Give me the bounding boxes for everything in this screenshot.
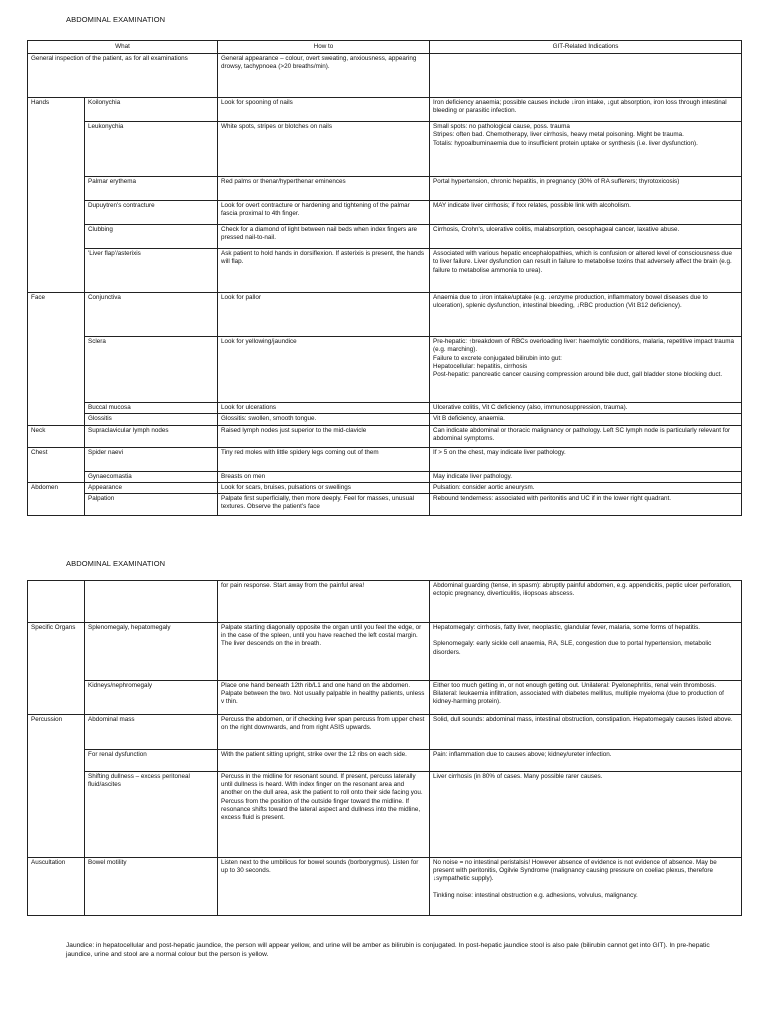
table-row — [28, 293, 742, 337]
git-cell: Small spots: no pathological cause, poss. trauma Stripes: often bad. Chemotherapy, liver cirrhosis, heavy metal poisoning. Might be trauma. Totalis: hypoalbuminaemia due to insufficient protein uptake or synthesis (i.e. liver dysfunction). — [430, 122, 742, 177]
how-cell: Red palms or thenar/hyperthenar eminences — [218, 177, 430, 201]
header-how-to: How to — [218, 41, 430, 54]
table-row — [28, 177, 742, 201]
table-row — [28, 201, 742, 225]
sign-cell: Palpation — [85, 493, 218, 515]
table-row — [28, 425, 742, 447]
git-cell: If > 5 on the chest, may indicate liver pathology. — [430, 447, 742, 471]
what-cell: General inspection of the patient, as for all examinations — [28, 54, 218, 98]
sign-cell: Koilonychia — [85, 98, 218, 122]
how-cell: White spots, stripes or blotches on nails — [218, 122, 430, 177]
group-cell-percussion: Percussion — [28, 715, 85, 858]
how-cell: Look for ulcerations — [218, 403, 430, 414]
how-cell: Percuss the abdomen, or if checking liver span percuss from upper chest on the right downwards, and from right ASIS upwards. — [218, 715, 430, 750]
group-cell-auscultation: Auscultation — [28, 858, 85, 916]
sign-cell: Supraclavicular lymph nodes — [85, 425, 218, 447]
how-cell: Check for a diamond of light between nail beds when index fingers are pressed nail-to-nail. — [218, 225, 430, 249]
group-cell-hands: Hands — [28, 98, 85, 293]
sign-cell: Leukonychia — [85, 122, 218, 177]
git-cell: Vit B deficiency, anaemia. — [430, 414, 742, 425]
how-cell: With the patient sitting upright, strike over the 12 ribs on each side. — [218, 750, 430, 772]
table-row — [28, 414, 742, 425]
table-row — [28, 225, 742, 249]
table-row — [28, 249, 742, 293]
table-row — [28, 403, 742, 414]
table-row — [28, 122, 742, 177]
table-row — [28, 493, 742, 515]
page-title: ABDOMINAL EXAMINATION — [66, 559, 166, 568]
table-row — [28, 337, 742, 403]
sign-cell: Appearance — [85, 482, 218, 493]
sign-cell: Splenomegaly, hepatomegaly — [85, 623, 218, 681]
how-cell: Look for yellowing/jaundice — [218, 337, 430, 403]
sign-cell: Shifting dullness – excess peritoneal fluid/ascites — [85, 772, 218, 858]
how-cell: Look for scars, bruises, pulsations or swellings — [218, 482, 430, 493]
git-cell: Pre-hepatic: ↑breakdown of RBCs overloading liver: haemolytic conditions, malaria, repetitive impact trauma (e.g. marching). Failure to excrete conjugated bilirubin into gut: Hepatocellular: hepatitis, cirrhosis Post-hepatic: pancreatic cancer causing compression around bile duct, gall bladder stone blocking duct. — [430, 337, 742, 403]
git-cell: MAY indicate liver cirrhosis; if hxx relates, possible link with alcoholism. — [430, 201, 742, 225]
sign-cell: Clubbing — [85, 225, 218, 249]
git-cell: Hepatomegaly: cirrhosis, fatty liver, neoplastic, glandular fever, malaria, some forms of hepatitis. Splenomegaly: early sickle cell anaemia, RA, SLE, congestion due to portal hypertension, metabolic disorders. — [430, 623, 742, 681]
how-cell: Palpate starting diagonally opposite the organ until you feel the edge, or in the case of the spleen, until you have reached the left costal margin. The liver descends on the in breath. — [218, 623, 430, 681]
git-cell: Solid, dull sounds: abdominal mass, intestinal obstruction, constipation. Hepatomegaly causes listed above. — [430, 715, 742, 750]
table-row — [28, 471, 742, 482]
examination-table-page-1 — [27, 40, 742, 516]
git-cell: Associated with various hepatic encephalopathies, which is confusion or altered level of consciousness due to liver failure. Liver dysfunction can result in failure to metabolise toxins that adversely affect the brain (e.g. failure to metabolise ammonia to urea). — [430, 249, 742, 293]
git-cell: Abdominal guarding (tense, in spasm): abruptly painful abdomen, e.g. appendicitis, peptic ulcer perforation, ectopic pregnancy, diverticulitis, iliopsoas abscess. — [430, 581, 742, 623]
table-row — [28, 447, 742, 471]
how-cell: Listen next to the umbilicus for bowel sounds (borborygmus). Listen for up to 30 seconds. — [218, 858, 430, 916]
how-cell: Percuss in the midline for resonant sound. If present, percuss laterally until dullness is heard. With index finger on the resonant area and another on the dull area, ask the patient to roll onto their side facing you. Percuss from the position of the outside finger toward the midline. If resonance shifts toward the lateral aspect and dullness into the midline, excess fluid is present. — [218, 772, 430, 858]
how-cell: Look for pallor — [218, 293, 430, 337]
how-cell: Palpate first superficially, then more deeply. Feel for masses, unusual textures. Observe the patient's face — [218, 493, 430, 515]
sign-cell — [85, 581, 218, 623]
sign-cell: Dupuytren's contracture — [85, 201, 218, 225]
sign-cell: Conjunctiva — [85, 293, 218, 337]
how-cell: Raised lymph nodes just superior to the mid-clavicle — [218, 425, 430, 447]
header-what: What — [28, 41, 218, 54]
jaundice-footnote: Jaundice: in hepatocellular and post-hepatic jaundice, the person will appear yellow, and urine will be amber as bilirubin is conjugated. In post-hepatic jaundice stool is also pale (bilirubin cannot get into GIT). In pre-hepatic jaundice, urine and stool are a normal colour but the person is yellow. — [66, 942, 710, 958]
git-cell: Liver cirrhosis (in 80% of cases. Many possible rarer causes. — [430, 772, 742, 858]
git-cell: Iron deficiency anaemia; possible causes include ↓iron intake, ↓gut absorption, iron loss through intestinal bleeding or parasitic infection. — [430, 98, 742, 122]
group-cell — [28, 581, 85, 623]
git-cell: Ulcerative colitis, Vit C deficiency (also, immunosuppression, trauma). — [430, 403, 742, 414]
table-row — [28, 858, 742, 916]
sign-cell: Glossitis — [85, 414, 218, 425]
how-cell: for pain response. Start away from the painful area! — [218, 581, 430, 623]
sign-cell: Abdominal mass — [85, 715, 218, 750]
table-row — [28, 750, 742, 772]
how-cell: Look for spooning of nails — [218, 98, 430, 122]
table-row — [28, 681, 742, 715]
table-row — [28, 98, 742, 122]
table-header-row — [28, 41, 742, 54]
how-cell: Tiny red moles with little spidery legs coming out of them — [218, 447, 430, 471]
sign-cell: 'Liver flap'/asterixis — [85, 249, 218, 293]
group-cell-abdomen: Abdomen — [28, 482, 85, 515]
how-cell: Place one hand beneath 12th rib/L1 and one hand on the abdomen. Palpate between the two. Not usually palpable in healthy patients, unless v thin. — [218, 681, 430, 715]
table-row — [28, 623, 742, 681]
table-row — [28, 482, 742, 493]
sign-cell: Palmar erythema — [85, 177, 218, 201]
how-cell: Glossitis: swollen, smooth tongue. — [218, 414, 430, 425]
git-cell — [430, 54, 742, 98]
git-cell: Either too much getting in, or not enough getting out. Unilateral: Pyelonephritis, renal vein thrombosis. Bilateral: leukaemia infiltration, associated with diabetes mellitus, multiple myeloma (due to production of kidney-harming protein). — [430, 681, 742, 715]
sign-cell: Bowel motility — [85, 858, 218, 916]
git-cell: Portal hypertension, chronic hepatitis, in pregnancy (30% of RA sufferers; thyrotoxicosis) — [430, 177, 742, 201]
git-cell: Pulsation: consider aortic aneurysm. — [430, 482, 742, 493]
sign-cell: Kidneys/nephromegaly — [85, 681, 218, 715]
git-cell: May indicate liver pathology. — [430, 471, 742, 482]
how-cell: Breasts on men — [218, 471, 430, 482]
git-cell: Anaemia due to ↓iron intake/uptake (e.g. ↓enzyme production, inflammatory bowel diseases due to ulceration), splenic dysfunction, intestinal bleeding, ↓RBC production (Vit B12 deficiency). — [430, 293, 742, 337]
group-cell-neck: Neck — [28, 425, 85, 447]
sign-cell: For renal dysfunction — [85, 750, 218, 772]
sign-cell: Gynaecomastia — [85, 471, 218, 482]
group-cell-chest: Chest — [28, 447, 85, 482]
header-git-indications: GIT-Related Indications — [430, 41, 742, 54]
git-cell: Rebound tenderness: associated with peritonitis and UC if in the lower right quadrant. — [430, 493, 742, 515]
table-row — [28, 54, 742, 98]
how-cell: Ask patient to hold hands in dorsiflexion. If asterixis is present, the hands will flap. — [218, 249, 430, 293]
page-title: ABDOMINAL EXAMINATION — [66, 15, 166, 24]
git-cell: No noise = no intestinal peristalsis! However absence of evidence is not evidence of absence. May be present with peritonitis, Ogilvie Syndrome (malignancy causing pressure on coeliac plexus, therefore ↓sympathetic supply). Tinkling noise: intestinal obstruction e.g. adhesions, volvulus, malignancy. — [430, 858, 742, 916]
how-cell: General appearance – colour, overt sweating, anxiousness, appearing drowsy, tachypnoea (>20 breaths/min). — [218, 54, 430, 98]
table-row — [28, 715, 742, 750]
git-cell: Can indicate abdominal or thoracic malignancy or pathology. Left SC lymph node is particularly relevant for abdominal symptoms. — [430, 425, 742, 447]
git-cell: Pain: inflammation due to causes above; kidney/ureter infection. — [430, 750, 742, 772]
examination-table-page-2 — [27, 580, 742, 916]
sign-cell: Sclera — [85, 337, 218, 403]
how-cell: Look for overt contracture or hardening and tightening of the palmar fascia proximal to 4th finger. — [218, 201, 430, 225]
table-row — [28, 581, 742, 623]
sign-cell: Spider naevi — [85, 447, 218, 471]
git-cell: Cirrhosis, Crohn's, ulcerative colitis, malabsorption, oesophageal cancer, laxative abuse. — [430, 225, 742, 249]
group-cell-face: Face — [28, 293, 85, 425]
table-row — [28, 772, 742, 858]
group-cell-specific-organs: Specific Organs — [28, 623, 85, 715]
sign-cell: Buccal mucosa — [85, 403, 218, 414]
